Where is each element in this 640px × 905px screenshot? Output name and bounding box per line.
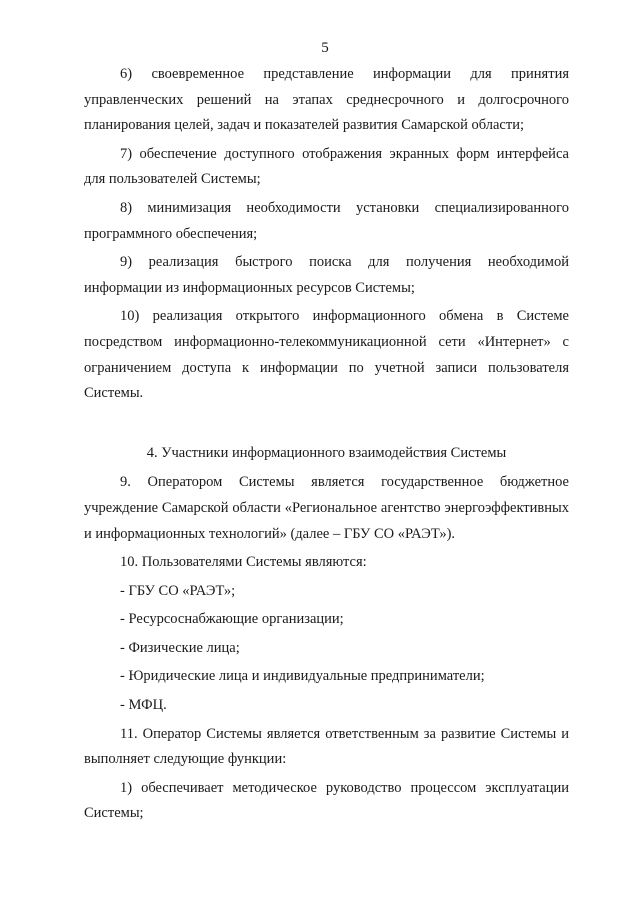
list-item-users-1: - ГБУ СО «РАЭТ»; bbox=[120, 582, 236, 599]
paragraph-item-7: 7) обеспечение доступного отображения экранных форм интерфейса для пользователей Системы; bbox=[84, 145, 569, 188]
paragraph-item-8: 8) минимизация необходимости установки специализированного программного обеспечения; bbox=[84, 199, 569, 242]
list-item-users-5: - МФЦ. bbox=[120, 697, 167, 714]
section-heading: 4. Участники информационного взаимодействия Системы bbox=[146, 444, 507, 461]
paragraph-item-6: 6) своевременное представление информации для принятия управленческих решений на этапах среднесрочного и долгосрочного планирования целей, задач и показателей развития Самарской области; bbox=[84, 66, 569, 134]
paragraph-item-9: 9) реализация быстрого поиска для получения необходимой информации из информационных ресурсов Системы; bbox=[84, 254, 569, 296]
document-body bbox=[84, 62, 569, 827]
list-item-users-2: - Ресурсоснабжающие организации; bbox=[120, 611, 344, 628]
paragraph-users-intro: 10. Пользователями Системы являются: bbox=[120, 554, 367, 571]
paragraph-operator: 9. Оператором Системы является государственное бюджетное учреждение Самарской области «Региональное агентство энергоэффективных и информационных технологий» (далее – ГБУ СО «РАЭТ»). bbox=[84, 474, 569, 542]
paragraph-operator-functions: 11. Оператор Системы является ответственным за развитие Системы и выполняет следующие функции: bbox=[84, 725, 569, 768]
paragraph-item-10: 10) реализация открытого информационного обмена в Системе посредством информационно-телекоммуникационной сети «Интернет» с ограничением доступа к информации по учетной записи пользователя Системы. bbox=[84, 308, 569, 402]
paragraph-function-1: 1) обеспечивает методическое руководство процессом эксплуатации Системы; bbox=[84, 779, 569, 822]
list-item-users-4: - Юридические лица и индивидуальные предприниматели; bbox=[120, 668, 485, 685]
page-number: 5 bbox=[321, 40, 329, 56]
list-item-users-3: - Физические лица; bbox=[120, 639, 240, 656]
